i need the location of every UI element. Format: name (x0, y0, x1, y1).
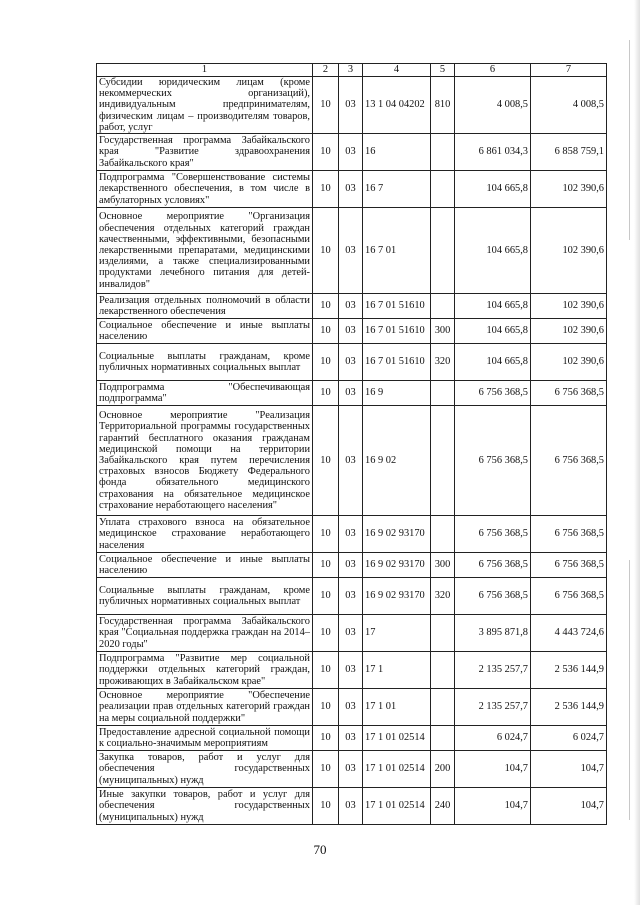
row-target-article-cell: 16 9 (363, 381, 431, 406)
row-sum-year2-cell: 102 390,6 (531, 319, 607, 344)
table-row (97, 788, 607, 825)
row-target-article-cell: 16 7 01 51610 (363, 294, 431, 319)
row-subsection-cell: 03 (339, 788, 363, 825)
row-expense-type-cell: 320 (431, 344, 455, 381)
row-section-cell: 10 (313, 652, 339, 689)
row-target-article-cell: 13 1 04 04202 (363, 77, 431, 134)
table-row (97, 689, 607, 726)
row-section-cell: 10 (313, 134, 339, 171)
row-name-cell: Закупка товаров, работ и услуг для обеспечения государственных (муниципальных) нужд (97, 751, 313, 788)
row-section-cell: 10 (313, 77, 339, 134)
row-subsection-cell: 03 (339, 652, 363, 689)
row-section-cell: 10 (313, 615, 339, 652)
row-sum-year1-cell: 104 665,8 (455, 171, 531, 208)
row-section-cell: 10 (313, 689, 339, 726)
row-target-article-cell: 16 7 01 51610 (363, 319, 431, 344)
row-expense-type-cell (431, 171, 455, 208)
row-subsection-cell: 03 (339, 751, 363, 788)
row-expense-type-cell: 200 (431, 751, 455, 788)
row-subsection-cell: 03 (339, 406, 363, 516)
row-name-cell: Основное мероприятие "Организация обеспечения отдельных категорий граждан качественными, эффективными, безопасными лекарственными препаратами, медицинскими изделиями, а также специализированными продуктами лечебного питания для детей-инвалидов" (97, 208, 313, 294)
row-section-cell: 10 (313, 578, 339, 615)
row-sum-year2-cell: 6 756 368,5 (531, 516, 607, 553)
row-expense-type-cell (431, 134, 455, 171)
row-sum-year2-cell: 104,7 (531, 751, 607, 788)
row-expense-type-cell (431, 652, 455, 689)
row-name-cell: Основное мероприятие "Реализация Территориальной программы государственных гарантий бесплатного оказания гражданам медицинской помощи на территории Забайкальского края путем перечисления страховых взносов Бюджету Федерального фонда обязательного медицинского страхования на обязательное медицинское страхование неработающего населения" (97, 406, 313, 516)
row-sum-year2-cell: 102 390,6 (531, 294, 607, 319)
row-sum-year1-cell: 6 756 368,5 (455, 381, 531, 406)
row-sum-year1-cell: 6 756 368,5 (455, 553, 531, 578)
row-expense-type-cell: 300 (431, 553, 455, 578)
row-section-cell: 10 (313, 553, 339, 578)
page-number: 70 (313, 842, 327, 857)
row-subsection-cell: 03 (339, 615, 363, 652)
row-subsection-cell: 03 (339, 344, 363, 381)
row-section-cell: 10 (313, 726, 339, 751)
row-sum-year1-cell: 6 756 368,5 (455, 406, 531, 516)
row-target-article-cell: 16 7 01 51610 (363, 344, 431, 381)
row-section-cell: 10 (313, 516, 339, 553)
row-section-cell: 10 (313, 294, 339, 319)
table-row (97, 406, 607, 516)
row-expense-type-cell (431, 615, 455, 652)
row-sum-year1-cell: 104 665,8 (455, 344, 531, 381)
row-subsection-cell: 03 (339, 381, 363, 406)
row-target-article-cell: 17 (363, 615, 431, 652)
row-sum-year1-cell: 2 135 257,7 (455, 652, 531, 689)
row-sum-year2-cell: 6 756 368,5 (531, 381, 607, 406)
row-section-cell: 10 (313, 788, 339, 825)
row-name-cell: Предоставление адресной социальной помощи к социально-значимым мероприятиям (97, 726, 313, 751)
row-sum-year2-cell: 4 008,5 (531, 77, 607, 134)
row-expense-type-cell (431, 689, 455, 726)
table-row (97, 381, 607, 406)
budget-table (96, 63, 607, 825)
row-section-cell: 10 (313, 171, 339, 208)
row-name-cell: Иные закупки товаров, работ и услуг для обеспечения государственных (муниципальных) нужд (97, 788, 313, 825)
row-sum-year1-cell: 6 861 034,3 (455, 134, 531, 171)
row-sum-year1-cell: 104,7 (455, 751, 531, 788)
row-expense-type-cell (431, 381, 455, 406)
table-row (97, 516, 607, 553)
row-name-cell: Основное мероприятие "Обеспечение реализации прав отдельных категорий граждан на меры социальной поддержки" (97, 689, 313, 726)
row-section-cell: 10 (313, 208, 339, 294)
row-name-cell: Социальные выплаты гражданам, кроме публичных нормативных социальных выплат (97, 344, 313, 381)
row-name-cell: Субсидии юридическим лицам (кроме некоммерческих организаций), индивидуальным предпринимателям, физическим лицам – производителям товаров, работ, услуг (97, 77, 313, 134)
row-subsection-cell: 03 (339, 171, 363, 208)
table-header-row (97, 64, 607, 77)
row-target-article-cell: 16 7 (363, 171, 431, 208)
row-expense-type-cell: 300 (431, 319, 455, 344)
row-target-article-cell: 16 9 02 93170 (363, 553, 431, 578)
header-cell-name: 1 (97, 64, 313, 77)
row-section-cell: 10 (313, 319, 339, 344)
row-subsection-cell: 03 (339, 294, 363, 319)
row-subsection-cell: 03 (339, 553, 363, 578)
row-expense-type-cell: 320 (431, 578, 455, 615)
row-name-cell: Социальные выплаты гражданам, кроме публичных нормативных социальных выплат (97, 578, 313, 615)
row-name-cell: Подпрограмма "Совершенствование системы лекарственного обеспечения, в том числе в амбулаторных условиях" (97, 171, 313, 208)
header-cell-vr: 5 (431, 64, 455, 77)
table-row (97, 344, 607, 381)
table-row (97, 294, 607, 319)
row-sum-year1-cell: 6 756 368,5 (455, 578, 531, 615)
row-sum-year1-cell: 6 024,7 (455, 726, 531, 751)
row-sum-year2-cell: 102 390,6 (531, 171, 607, 208)
row-name-cell: Социальное обеспечение и иные выплаты населению (97, 319, 313, 344)
row-name-cell: Подпрограмма "Развитие мер социальной поддержки отдельных категорий граждан, проживающих в Забайкальском крае" (97, 652, 313, 689)
row-subsection-cell: 03 (339, 319, 363, 344)
row-subsection-cell: 03 (339, 77, 363, 134)
row-section-cell: 10 (313, 406, 339, 516)
scan-artifact-line (629, 560, 630, 820)
header-cell-csr: 4 (363, 64, 431, 77)
row-sum-year2-cell: 102 390,6 (531, 208, 607, 294)
row-sum-year2-cell: 2 536 144,9 (531, 652, 607, 689)
table-row (97, 319, 607, 344)
table-row (97, 134, 607, 171)
table-row (97, 77, 607, 134)
row-subsection-cell: 03 (339, 516, 363, 553)
header-cell-rz: 2 (313, 64, 339, 77)
row-expense-type-cell (431, 406, 455, 516)
row-target-article-cell: 17 1 01 02514 (363, 751, 431, 788)
row-name-cell: Уплата страхового взноса на обязательное медицинское страхование неработающего населения (97, 516, 313, 553)
row-target-article-cell: 17 1 (363, 652, 431, 689)
row-section-cell: 10 (313, 751, 339, 788)
table-row (97, 208, 607, 294)
table-row (97, 171, 607, 208)
row-section-cell: 10 (313, 381, 339, 406)
row-sum-year1-cell: 6 756 368,5 (455, 516, 531, 553)
row-sum-year1-cell: 104 665,8 (455, 208, 531, 294)
table-row (97, 615, 607, 652)
row-name-cell: Социальное обеспечение и иные выплаты населению (97, 553, 313, 578)
row-sum-year2-cell: 6 858 759,1 (531, 134, 607, 171)
row-target-article-cell: 16 7 01 (363, 208, 431, 294)
header-cell-pr: 3 (339, 64, 363, 77)
row-sum-year2-cell: 6 024,7 (531, 726, 607, 751)
row-name-cell: Государственная программа Забайкальского края "Развитие здравоохранения Забайкальского края" (97, 134, 313, 171)
row-sum-year1-cell: 2 135 257,7 (455, 689, 531, 726)
row-expense-type-cell: 810 (431, 77, 455, 134)
row-subsection-cell: 03 (339, 578, 363, 615)
row-name-cell: Подпрограмма "Обеспечивающая подпрограмма" (97, 381, 313, 406)
table-row (97, 726, 607, 751)
table-body (97, 77, 607, 825)
row-target-article-cell: 17 1 01 02514 (363, 726, 431, 751)
row-sum-year2-cell: 6 756 368,5 (531, 553, 607, 578)
row-sum-year1-cell: 3 895 871,8 (455, 615, 531, 652)
row-expense-type-cell (431, 294, 455, 319)
row-subsection-cell: 03 (339, 689, 363, 726)
row-expense-type-cell (431, 208, 455, 294)
row-name-cell: Реализация отдельных полномочий в области лекарственного обеспечения (97, 294, 313, 319)
row-sum-year2-cell: 6 756 368,5 (531, 406, 607, 516)
header-cell-sum1: 6 (455, 64, 531, 77)
row-target-article-cell: 16 9 02 93170 (363, 578, 431, 615)
row-sum-year2-cell: 4 443 724,6 (531, 615, 607, 652)
table-row (97, 652, 607, 689)
row-target-article-cell: 16 (363, 134, 431, 171)
row-subsection-cell: 03 (339, 134, 363, 171)
row-expense-type-cell (431, 516, 455, 553)
row-subsection-cell: 03 (339, 726, 363, 751)
row-expense-type-cell (431, 726, 455, 751)
scan-edge-shadow (634, 0, 640, 905)
row-sum-year1-cell: 104 665,8 (455, 294, 531, 319)
row-subsection-cell: 03 (339, 208, 363, 294)
table-row (97, 578, 607, 615)
row-sum-year1-cell: 104 665,8 (455, 319, 531, 344)
scan-artifact-line (629, 40, 630, 240)
row-target-article-cell: 17 1 01 02514 (363, 788, 431, 825)
row-sum-year2-cell: 2 536 144,9 (531, 689, 607, 726)
row-expense-type-cell: 240 (431, 788, 455, 825)
row-section-cell: 10 (313, 344, 339, 381)
row-target-article-cell: 16 9 02 (363, 406, 431, 516)
header-cell-sum2: 7 (531, 64, 607, 77)
table-row (97, 751, 607, 788)
row-sum-year2-cell: 104,7 (531, 788, 607, 825)
row-sum-year1-cell: 104,7 (455, 788, 531, 825)
row-name-cell: Государственная программа Забайкальского края "Социальная поддержка граждан на 2014–2020 годы" (97, 615, 313, 652)
table-row (97, 553, 607, 578)
row-sum-year1-cell: 4 008,5 (455, 77, 531, 134)
row-target-article-cell: 16 9 02 93170 (363, 516, 431, 553)
row-sum-year2-cell: 6 756 368,5 (531, 578, 607, 615)
row-sum-year2-cell: 102 390,6 (531, 344, 607, 381)
row-target-article-cell: 17 1 01 (363, 689, 431, 726)
